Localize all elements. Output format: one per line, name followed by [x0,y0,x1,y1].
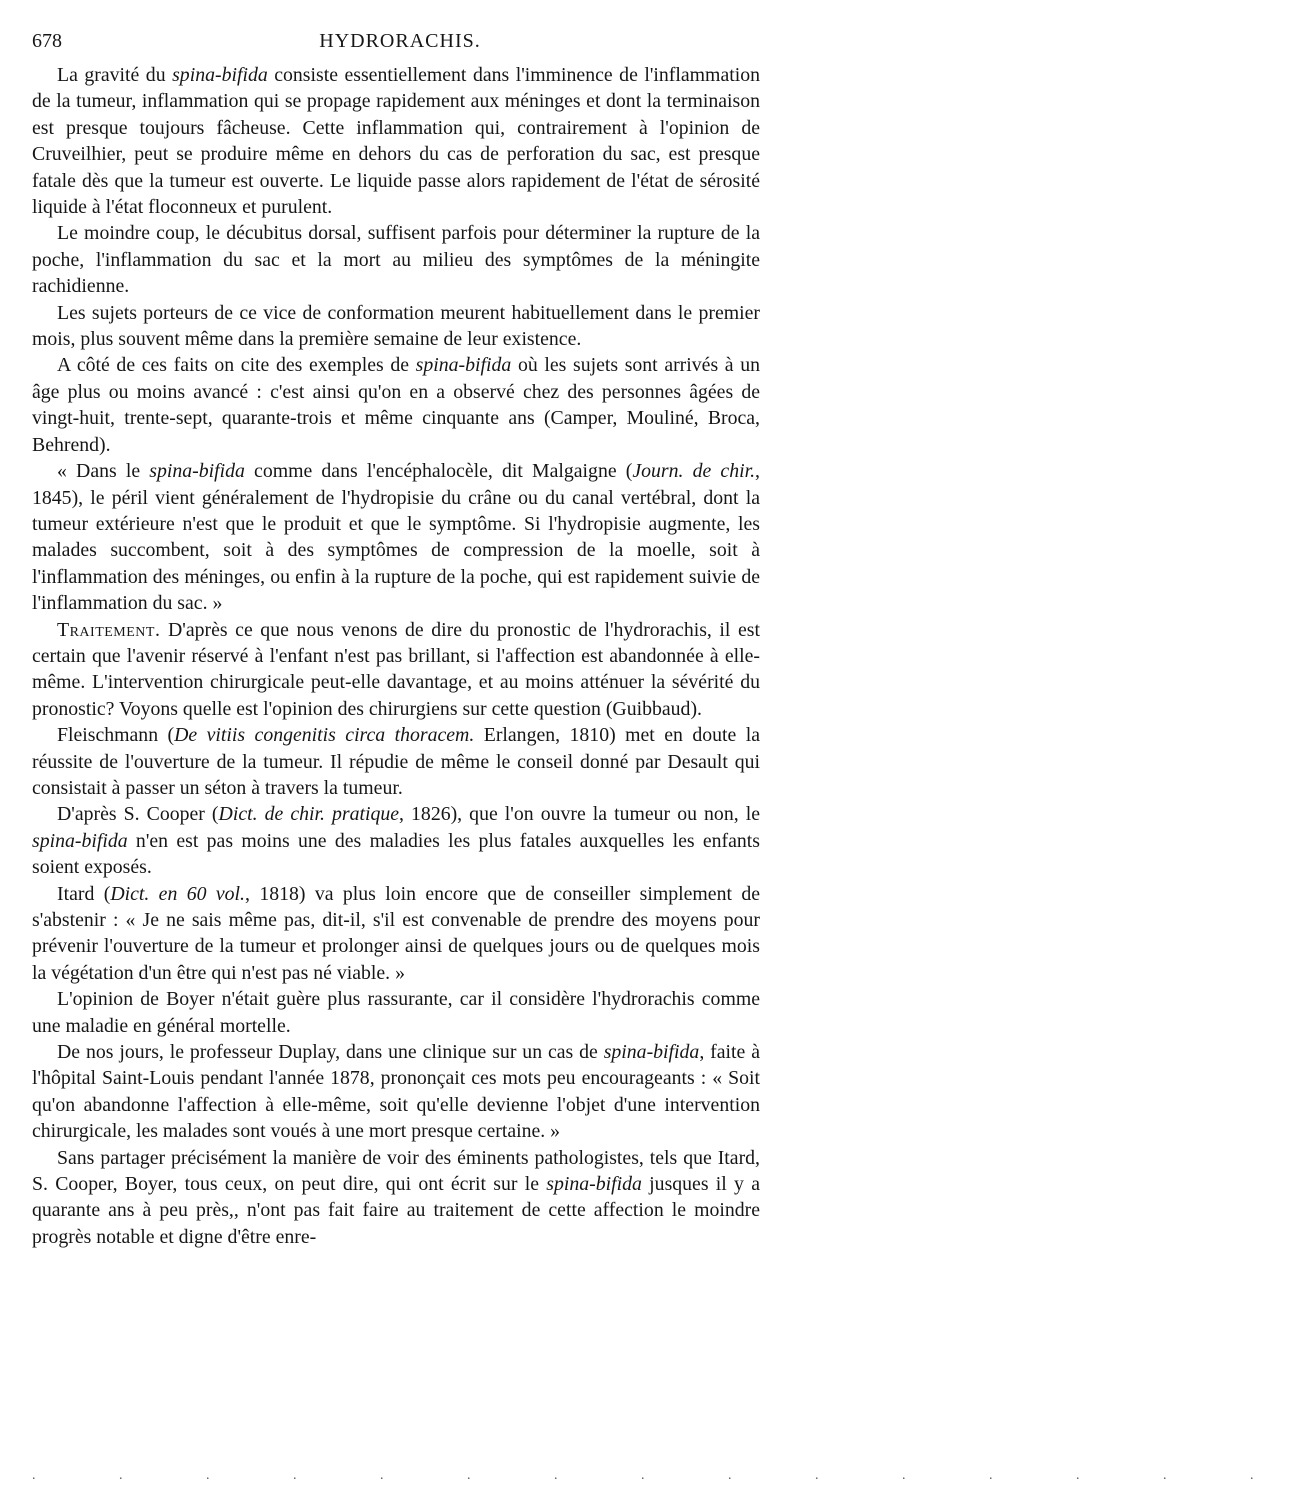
text-run: comme dans l'encéphalocèle, dit Malgaigne ( [244,460,633,483]
text-run: Itard ( [57,882,111,905]
body-text [32,62,760,1250]
text-run: A côté de ces faits on cite des exemples de [57,354,416,377]
italic-text: spina-bifida [546,1173,642,1196]
text-run: « Dans le [57,460,150,483]
text-run: D'après ce que nous venons de dire du pronostic de l'hydrorachis, il est certain que l'avenir réservé à l'enfant n'est pas brillant, si l'affection est abandonnée à elle-même. L'intervention chirurgicale peut-elle davantage, et au moins atténuer la sévérité du pronostic? Voyons quelle est l'opinion des chirurgiens sur cette question (Guibbaud). [32,618,760,720]
italic-text: spina-bifida [415,354,512,377]
italic-text: spina-bifida [149,460,245,483]
text-run: n'en est pas moins une des maladies les plus fatales auxquelles les enfants soient exposés. [32,829,760,879]
section-heading: Traitement. [57,618,161,641]
text-run: , 1818) va plus loin encore que de conseiller simplement de s'abstenir : « Je ne sais même pas, dit-il, s'il est convenable de prendre des moyens pour prévenir l'ouverture de la tumeur et prolonger ainsi de quelques jours ou de quelques mois la végétation d'un être qui n'est pas né viable. » [32,882,761,984]
paragraph [32,1039,760,1145]
paragraph [32,881,760,987]
text-run: Erlangen, 1810) met en doute la réussite de l'ouverture de la tumeur. Il répudie de même le conseil donné par Desault qui consistait à passer un séton à travers la tumeur. [32,724,760,799]
italic-text: spina-bifida [32,829,128,852]
text-run: , 1826), que l'on ouvre la tumeur ou non, le [399,803,760,826]
paragraph [32,220,760,299]
page-bottom-specks: . . . . . . . . . . . . . . . [32,1468,1294,1483]
paragraph [32,300,760,353]
text-run: , 1845), le péril vient généralement de l'hydropisie du crâne ou du canal vertébral, dont la tumeur extérieure n'est que le produit et que le symptôme. Si l'hydropisie augmente, les malades succombent, soit à des symptômes de compression de la moelle, soit à l'inflammation des méninges, ou enfin à la rupture de la poche, qui est rapidement suivie de l'inflammation du sac. » [32,460,760,615]
italic-text: spina-bifida [603,1041,700,1064]
text-run: , faite à l'hôpital Saint-Louis pendant l'année 1878, prononçait ces mots peu encourageants : « Soit qu'on abandonne l'affection à elle-même, soit qu'elle devienne l'objet d'une intervention chirurgicale, les malades sont voués à une mort presque certaine. » [32,1041,760,1143]
text-run: L'opinion de Boyer n'était guère plus rassurante, car il considère l'hydrorachis comme une maladie en général mortelle. [32,988,760,1037]
text-run: D'après S. Cooper ( [57,803,219,826]
paragraph [32,352,760,458]
paragraph [32,986,760,1039]
text-run: Sans partager précisément la manière de voir des éminents pathologistes, tels que Itard, S. Cooper, Boyer, tous ceux, on peut dire, qui ont écrit sur le [32,1146,760,1196]
text-run: De nos jours, le professeur Duplay, dans une clinique sur un cas de [57,1041,604,1064]
text-run: Fleischmann ( [57,724,175,747]
text-run: consiste essentiellement dans l'imminence de l'inflammation de la tumeur, inflammation qui se propage rapidement aux méninges et dont la terminaison est presque toujours fâcheuse. Cette inflammation qui, contrairement à l'opinion de Cruveilhier, peut se produire même en dehors du cas de perforation du sac, est presque fatale dès que la tumeur est ouverte. Le liquide passe alors rapidement de l'état de sérosité liquide à l'état floconneux et purulent. [32,64,760,219]
paragraph [32,617,760,723]
italic-text: De vitiis congenitis circa thoracem. [174,724,475,747]
text-run: où les sujets sont arrivés à un âge plus ou moins avancé : c'est ainsi qu'on en a observé chez des personnes âgées de vingt-huit, trente-sept, quarante-trois et même cinquante ans (Camper, Mouliné, Broca, Behrend). [32,354,760,456]
italic-text: Dict. de chir. pratique [218,803,400,826]
paragraph [32,1145,760,1251]
paragraph [32,801,760,880]
text-run: Les sujets porteurs de ce vice de conformation meurent habituellement dans le premier mois, plus souvent même dans la première semaine de leur existence. [32,301,760,351]
page-number: 678 [32,30,62,52]
italic-text: spina-bifida [172,64,268,86]
text-run: La gravité du [57,64,173,86]
text-run: Le moindre coup, le décubitus dorsal, suffisent parfois pour déterminer la rupture de la poche, l'inflammation du sac et la mort au milieu des symptômes de la méningite rachidienne. [32,222,760,298]
paragraph [32,722,760,801]
italic-text: Dict. en 60 vol. [110,882,245,905]
text-run: jusques il y a quarante ans à peu près,, n'ont pas fait faire au traitement de cette affection le moindre progrès notable et digne d'être enre- [32,1173,760,1248]
italic-text: Journ. de chir. [632,460,756,483]
running-title: HYDRORACHIS. [319,30,481,52]
page-header [32,30,768,54]
paragraph [32,62,760,220]
paragraph [32,458,760,616]
